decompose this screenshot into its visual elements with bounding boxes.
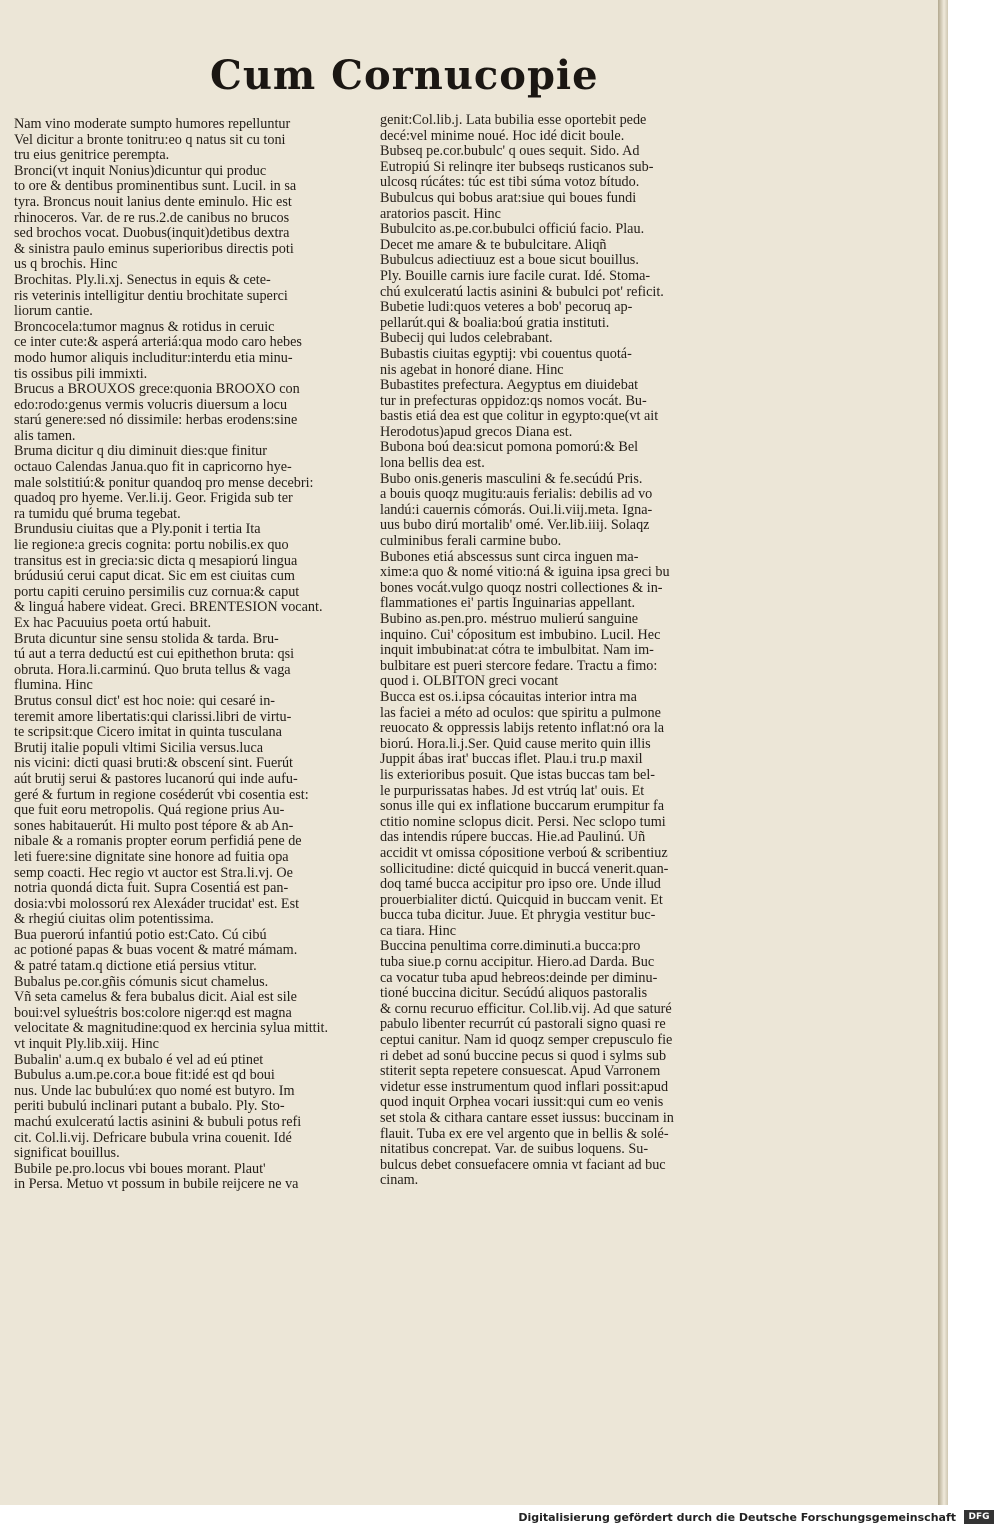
text-line: tur in prefecturas oppidoz:qs nomos vocát. Bu- bbox=[380, 393, 647, 409]
text-line: tru eius genitrice perempta. bbox=[14, 148, 170, 164]
text-line: modo humor aliquis includitur:interdu etia minu- bbox=[14, 350, 293, 366]
text-line: xime:a quo & nomé vitio:ná & iguina ipsa greci bu bbox=[380, 565, 670, 581]
text-line: Vñ seta camelus & fera bubalus dicit. Aial est sile bbox=[14, 990, 297, 1006]
text-line: prouerbialiter dictú. Quicquid in buccam venit. Et bbox=[380, 892, 663, 908]
text-line: a bouis quoqz mugitu:auis ferialis: debilis ad vo bbox=[380, 487, 653, 503]
text-line: Brochitas. Ply.li.xj. Senectus in equis & cete- bbox=[14, 272, 271, 288]
text-line: decé:vel minime noué. Hoc idé dicit boule. bbox=[380, 128, 625, 144]
text-line: accidit vt omissa cópositione verboú & scribentiuz bbox=[380, 845, 668, 861]
text-line: las faciei a méto ad oculos: que spiritu a pulmone bbox=[380, 705, 661, 721]
text-line: set stola & cithara cantare esset iussus: buccinam in bbox=[380, 1111, 674, 1126]
text-line: uus bubo dirú mortalib' omé. Ver.lib.iiij. Solaqz bbox=[380, 518, 650, 534]
dfg-logo: DFG bbox=[964, 1510, 994, 1524]
text-line: to ore & dentibus prominentibus sunt. Lucil. in sa bbox=[14, 179, 297, 195]
text-line: Nam vino moderate sumpto humores repelluntur bbox=[14, 117, 291, 132]
text-line: machú exulceratú lactis asinini & bubuli potus refi bbox=[14, 1115, 302, 1130]
text-line: & linguá habere videat. Greci. BRENTESION vocant. bbox=[14, 600, 323, 616]
running-header: Cum Cornucopie bbox=[210, 52, 599, 99]
text-line: boui:vel sylueśtris bos:colore niger:qd est magna bbox=[14, 1005, 292, 1021]
text-line: Bubseq pe.cor.bubulc' q oues sequit. Sido. Ad bbox=[380, 144, 640, 160]
text-column-right bbox=[380, 113, 730, 1189]
text-line: quod i. OLBITON greci vocant bbox=[380, 674, 559, 690]
text-line: Brundusiu ciuitas que a Ply.ponit i tertia Ita bbox=[14, 522, 261, 538]
text-line: Bronci(vt inquit Nonius)dicuntur qui produc bbox=[14, 163, 267, 179]
text-line: edo:rodo:genus vermis volucris diuersum a locu bbox=[14, 397, 288, 413]
text-line: us q brochis. Hinc bbox=[14, 257, 118, 273]
text-line: portu capiti ceruino persimilis cuz cornua:& caput bbox=[14, 584, 300, 600]
text-line: transitus est in grecia:sic dicta q mesapiorú lingua bbox=[14, 553, 298, 569]
text-line: brúdusiú cerui caput dicat. Sic em est ciuitas cum bbox=[14, 569, 295, 585]
text-line: dosia:vbi molossorú rex Alexáder trucidat' est. Est bbox=[14, 896, 300, 912]
text-line: Bubulcus adiectiuuz est a boue sicut bouillus. bbox=[380, 253, 639, 269]
text-line: Broncocela:tumor magnus & rotidus in ceruic bbox=[14, 319, 275, 335]
text-line: bucca tuba dicitur. Juue. Et phrygia vestitur buc- bbox=[380, 908, 656, 924]
text-line: Bubecij qui ludos celebrabant. bbox=[380, 331, 553, 347]
text-line: quadoq pro hyeme. Ver.li.ij. Geor. Frigida sub ter bbox=[14, 491, 293, 507]
text-line: tioné buccina dicitur. Secúdú aliquos pastoralis bbox=[380, 986, 648, 1002]
text-line: ra tumidu qué bruma tegebat. bbox=[14, 506, 181, 522]
text-line: nitatibus concrepat. Var. de suibus loquens. Su- bbox=[380, 1142, 649, 1158]
text-line: ac potioné papas & buas vocent & matré mámam. bbox=[14, 943, 298, 959]
text-column-left bbox=[14, 117, 364, 1193]
text-line: bastis etiá dea est que colitur in egypto:que(vt ait bbox=[380, 409, 659, 425]
text-line: landú:i cauernis cómorás. Oui.li.viij.meta. Igna- bbox=[380, 502, 653, 518]
text-line: alis tamen. bbox=[14, 428, 76, 444]
text-line: stiterit septa repetere consuescat. Apud Varronem bbox=[380, 1064, 661, 1080]
text-line: Bubulus a.um.pe.cor.a boue fit:idé est qd boui bbox=[14, 1068, 275, 1084]
text-line: significat bouillus. bbox=[14, 1146, 120, 1162]
text-line: doq tamé bucca accipitur pro ipso ore. Unde illud bbox=[380, 877, 661, 893]
text-line: male solstitiú:& ponitur quandoq pro mense decebri: bbox=[14, 475, 314, 491]
text-line: Juppit ábas irat' buccas iflet. Plau.i tru.p maxil bbox=[380, 752, 643, 768]
text-line: notria quondá dicta fuit. Supra Cosentiá est pan- bbox=[14, 881, 289, 897]
text-line: Bubo onis.generis masculini & fe.secúdú Pris. bbox=[380, 471, 643, 487]
text-line: & cornu recuruo efficitur. Col.lib.vij. Ad que saturé bbox=[380, 1001, 672, 1017]
text-line: Eutropiú Si relinqre iter bubseqs rusticanos sub- bbox=[380, 159, 654, 175]
text-line: quod inquit Orphea vocari iussit:qui cum eo venis bbox=[380, 1095, 664, 1111]
text-line: ca tiara. Hinc bbox=[380, 923, 457, 939]
text-line: Bubona boú dea:sicut pomona pomorú:& Bel bbox=[380, 440, 639, 456]
text-line: nibale & a romanis propter eorum perfidiá pene de bbox=[14, 834, 302, 850]
text-line: sones habitauerút. Hi multo post tépore & ab An- bbox=[14, 818, 294, 834]
text-line: Ply. Bouille carnis iure facile curat. Idé. Stoma- bbox=[380, 268, 651, 284]
text-line: biorú. Hora.li.j.Ser. Quid cause merito quin illis bbox=[380, 736, 651, 752]
text-line: tis ossibus pili immixti. bbox=[14, 366, 148, 382]
text-line: pabulo libenter recurrút cú pastorali signo quasi re bbox=[380, 1017, 666, 1033]
text-line: periti bubulú inclinari putant a bubalo. Ply. Sto- bbox=[14, 1099, 285, 1115]
text-line: Ex hac Pacuuius poeta ortú habuit. bbox=[14, 616, 211, 631]
text-line: flumina. Hinc bbox=[14, 678, 93, 694]
text-line: Bubones etiá abscessus sunt circa inguen ma- bbox=[380, 549, 639, 565]
text-line: tú aut a terra deductú est cui epithethon bruta: qsi bbox=[14, 647, 295, 663]
text-line: culminibus ferali carmine bubo. bbox=[380, 534, 562, 550]
text-line: velocitate & magnitudine:quod ex hercinia sylua mittit. bbox=[14, 1021, 329, 1037]
text-line: lona bellis dea est. bbox=[380, 456, 485, 472]
text-line: ris veterinis intelligitur dentiu brochitate superci bbox=[14, 288, 288, 304]
text-line: nus. Unde lac bubulú:ex quo nomé est butyro. Im bbox=[14, 1083, 295, 1099]
text-line: in Persa. Metuo vt possum in bubile reijcere ne va bbox=[14, 1177, 299, 1193]
text-line: das intendis rúpere buccas. Hie.ad Paulinú. Uñ bbox=[380, 830, 646, 846]
text-line: chú exulceratú lactis asinini & bubulci pot' reficit. bbox=[380, 284, 664, 300]
text-line: genit:Col.lib.j. Lata bubilia esse oportebit pede bbox=[380, 113, 647, 128]
text-line: videtur esse instrumentum quod inflari possit:apud bbox=[380, 1079, 669, 1095]
text-line: que fuit eoru metropolis. Quá regione prius Au- bbox=[14, 803, 285, 819]
text-line: Brutus consul dict' est hoc noie: qui cesaré in- bbox=[14, 693, 276, 709]
text-line: bulbitare est pueri stercore fedare. Tractu a fimo: bbox=[380, 658, 658, 674]
text-line: bones vocát.vulgo quoqz nostri collectiones & in- bbox=[380, 580, 663, 596]
text-line: te scripsit:que Cicero imitat in quinta tusculana bbox=[14, 725, 282, 741]
text-line: leti fuere:sine dignitate sine honore ad fuitia opa bbox=[14, 849, 289, 865]
text-line: aratorios pascit. Hinc bbox=[380, 206, 501, 222]
text-line: inquino. Cui' cópositum est imbubino. Lucil. Hec bbox=[380, 627, 661, 643]
text-line: tuba siue.p cornu accipitur. Hiero.ad Darda. Buc bbox=[380, 955, 655, 971]
text-line: starú genere:sed nó dissimile: herbas erodens:sine bbox=[14, 413, 298, 429]
text-line: bulcus debet consuefacere omnia vt faciant ad buc bbox=[380, 1157, 666, 1173]
text-line: Bubetie ludi:quos veteres a bob' pecoruq ap- bbox=[380, 300, 633, 316]
text-line: ulcosq rúcátes: túc est tibi súma votoz bítudo. bbox=[380, 175, 640, 191]
text-line: Bubastis ciuitas egyptij: vbi couentus quotá- bbox=[380, 346, 632, 362]
text-line: obruta. Hora.li.carminú. Quo bruta tellus & vaga bbox=[14, 662, 291, 678]
text-line: ceptui canitur. Nam id quoqz semper crepusculo fie bbox=[380, 1033, 673, 1049]
text-line: Bruma dicitur q diu diminuit dies:que finitur bbox=[14, 444, 267, 460]
text-line: Bubulcus qui bobus arat:siue qui boues fundi bbox=[380, 190, 637, 206]
footer-credit: Digitalisierung gefördert durch die Deutsche Forschungsgemeinschaft bbox=[518, 1511, 956, 1524]
text-line: sollicitudine: dicté quicquid in buccá venerit.quan- bbox=[380, 861, 669, 877]
text-line: semp coacti. Hec regio vt auctor est Stra.li.vj. Oe bbox=[14, 865, 293, 881]
text-line: reuocato & oppressis labijs retento inflat:nó ora la bbox=[380, 721, 665, 737]
text-line: Brutij italie populi vltimi Sicilia versus.luca bbox=[14, 740, 264, 756]
text-line: flammationes ei' partis Inguinarias appellant. bbox=[380, 596, 636, 612]
text-line: Bucca est os.i.ipsa cócauitas interior intra ma bbox=[380, 689, 637, 705]
text-line: & rhegiú ciuitas olim potentissima. bbox=[14, 912, 214, 928]
text-line: sonus ille qui ex inflatione buccarum erumpitur fa bbox=[380, 799, 665, 815]
text-line: ri debet ad sonú buccine pecus si quod i sylms sub bbox=[380, 1048, 667, 1064]
text-line: tyra. Broncus nouit lanius dente eminulo. Hic est bbox=[14, 194, 292, 210]
text-line: & patré tatam.q dictione etiá persius vtitur. bbox=[14, 959, 257, 975]
text-line: octauo Calendas Janua.quo fit in capricorno hye- bbox=[14, 460, 292, 476]
text-line: ca vocatur tuba apud hebreos:deinde per diminu- bbox=[380, 970, 658, 986]
text-line: Buccina penultima corre.diminuti.a bucca:pro bbox=[380, 939, 641, 955]
text-line: & sinistra paulo eminus superioribus directis poti bbox=[14, 241, 294, 257]
text-line: Bubalin' a.um.q ex bubalo é vel ad eú ptinet bbox=[14, 1052, 264, 1068]
text-line: Bubastites prefectura. Aegyptus em diuidebat bbox=[380, 378, 639, 394]
text-line: inquit imbubinat:at cótra te imbulbitat. Nam im- bbox=[380, 643, 654, 659]
text-line: Bubulcito as.pe.cor.bubulci officiú facio. Plau. bbox=[380, 222, 645, 238]
text-line: geré & furtum in regione coséderút vbi cosentia est: bbox=[14, 787, 309, 803]
text-line: Herodotus)apud grecos Diana est. bbox=[380, 424, 573, 440]
text-line: ce inter cute:& asperá arteriá:qua modo caro hebes bbox=[14, 335, 302, 351]
text-line: lis exterioribus posuit. Que istas buccas tam bel- bbox=[380, 767, 656, 783]
text-line: Decet me amare & te bubulcitare. Aliqñ bbox=[380, 237, 607, 253]
text-line: Bua puerorú infantiú potio est:Cato. Cú cibú bbox=[14, 927, 267, 943]
text-line: Bruta dicuntur sine sensu stolida & tarda. Bru- bbox=[14, 631, 279, 647]
text-line: nis vicini: dicti quasi bruti:& obscení sint. Fuerút bbox=[14, 756, 293, 772]
text-line: Bubalus pe.cor.gñis cómunis sicut chamelus. bbox=[14, 974, 269, 990]
text-line: Bubile pe.pro.locus vbi boues morant. Plaut' bbox=[14, 1161, 266, 1177]
text-line: sed brochos vocat. Duobus(inquit)detibus dextra bbox=[14, 226, 290, 242]
text-line: flauit. Tuba ex ere vel argento que in bellis & solé- bbox=[380, 1126, 669, 1142]
text-line: cinam. bbox=[380, 1173, 419, 1189]
page-edge bbox=[938, 0, 948, 1505]
text-line: aút brutij serui & pastores lucanorú qui inde aufu- bbox=[14, 771, 298, 787]
text-line: lie regione:a grecis cognita: portu nobilis.ex quo bbox=[14, 538, 289, 554]
text-line: Bubino as.pen.pro. méstruo mulierú sanguine bbox=[380, 612, 639, 627]
text-line: pellarút.qui & boalia:boú gratia instituti. bbox=[380, 315, 610, 331]
text-line: Vel dicitur a bronte tonitru:eo q natus sit cu toni bbox=[14, 132, 286, 148]
text-line: liorum cantie. bbox=[14, 304, 93, 320]
text-line: cit. Col.li.vij. Defricare bubula vrina couenit. Idé bbox=[14, 1130, 292, 1146]
text-line: rhinoceros. Var. de re rus.2.de canibus no brucos bbox=[14, 210, 290, 226]
text-line: nis agebat in honoré diane. Hinc bbox=[380, 362, 564, 378]
text-line: teremit amore libertatis:qui clarissi.libri de virtu- bbox=[14, 709, 292, 725]
text-line: le purpurissatas habes. Jd est vtrúq lat' ouis. Et bbox=[380, 783, 645, 799]
text-line: vt inquit Ply.lib.xiij. Hinc bbox=[14, 1037, 159, 1053]
text-line: ctitio nomine sclopus dicit. Persi. Nec sclopo tumi bbox=[380, 814, 666, 830]
text-line: Brucus a BROUXOS grece:quonia BROOXO con bbox=[14, 382, 300, 398]
scan-margin bbox=[948, 0, 1000, 1505]
